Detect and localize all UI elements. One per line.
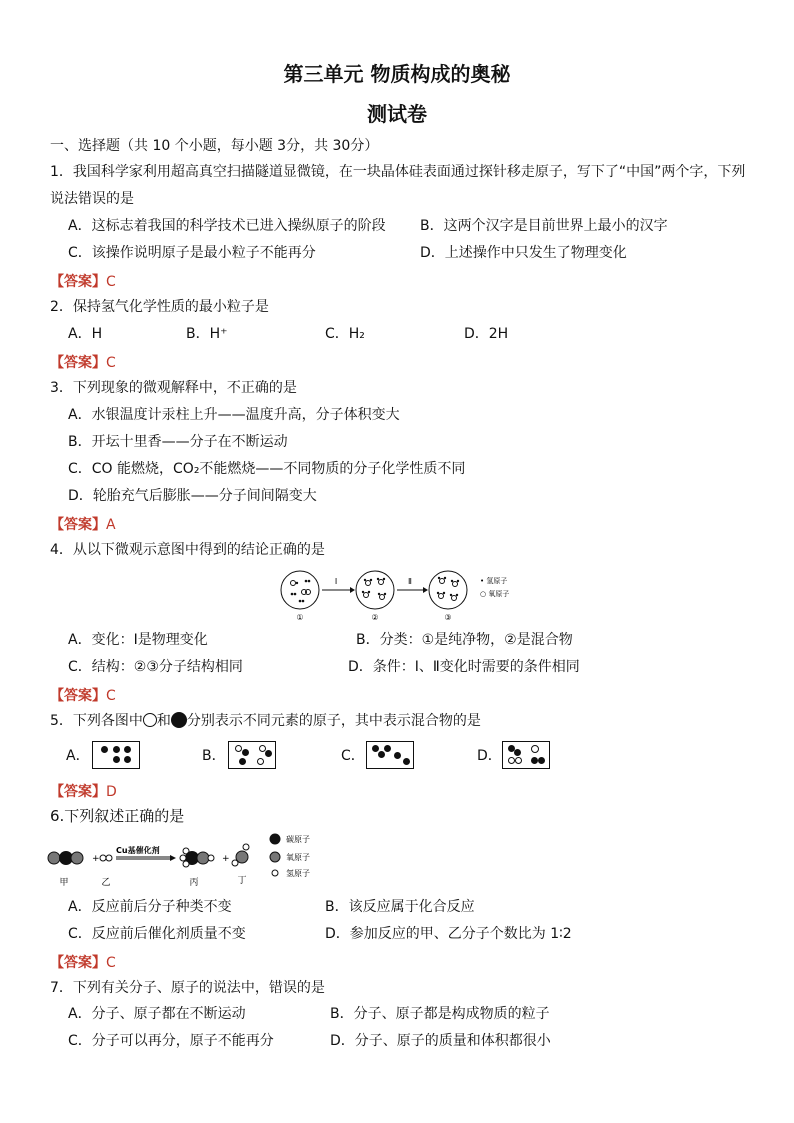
q4-option-a: A．变化：Ⅰ是物理变化 (68, 632, 208, 648)
q1-option-d: D．上述操作中只发生了物理变化 (420, 245, 627, 261)
q3-option-b: B．开坛十里香——分子在不断运动 (68, 434, 288, 450)
q1-answer: 【答案】C (50, 274, 116, 290)
legend-hydrogen: • 氢原子 (480, 577, 508, 585)
q3-option-d: D．轮胎充气后膨胀——分子间间隔变大 (68, 488, 317, 504)
q7-option-b: B．分子、原子都是构成物质的粒子 (330, 1006, 550, 1022)
q7-option-a: A．分子、原子都在不断运动 (68, 1006, 246, 1022)
container-1-label: ① (296, 613, 304, 622)
q5-option-a-figure (92, 741, 140, 769)
label-ding: 丁 (237, 876, 247, 886)
q7-stem: 7．下列有关分子、原子的说法中，错误的是 (50, 980, 325, 996)
q4-option-b: B．分类：①是纯净物，②是混合物 (356, 632, 573, 648)
q1-option-b: B．这两个汉字是目前世界上最小的汉字 (420, 218, 668, 234)
q5-stem: 5．下列各图中 和 分别表示不同元素的原子，其中表示混合物的是 (50, 713, 481, 729)
page-title: 第三单元 物质构成的奥秘 (283, 62, 511, 86)
q6-reaction-diagram (46, 830, 346, 892)
q4-answer: 【答案】C (50, 688, 116, 704)
q7-option-c: C．分子可以再分，原子不能再分 (68, 1033, 274, 1049)
q2-option-a: A．H (68, 326, 103, 342)
q6-answer: 【答案】C (50, 955, 116, 971)
q5-option-a-label: A． (66, 748, 90, 764)
catalyst-label: Cu基催化剂 (116, 846, 160, 855)
q5-option-c-figure (366, 741, 414, 769)
plus-sign-2: + (222, 854, 230, 864)
q1-stem-line1: 1．我国科学家利用超高真空扫描隧道显微镜，在一块晶体硅表面通过探针移走原子，写下了“中国”两个字，下列 (50, 164, 746, 180)
q5-option-d-label: D． (477, 748, 502, 764)
q6-option-a: A．反应前后分子种类不变 (68, 899, 232, 915)
label-yi: 乙 (101, 878, 111, 888)
container-2-label: ② (371, 613, 379, 622)
q4-stem: 4．从以下微观示意图中得到的结论正确的是 (50, 542, 325, 558)
plus-sign-1: + (92, 854, 100, 864)
legend-carbon: 碳原子 (286, 835, 310, 844)
label-bing: 丙 (189, 878, 199, 888)
q3-stem: 3．下列现象的微观解释中，不正确的是 (50, 380, 297, 396)
q1-option-a: A．这标志着我国的科学技术已进入操纵原子的阶段 (68, 218, 386, 234)
q3-option-c: C．CO 能燃烧，CO₂不能燃烧——不同物质的分子化学性质不同 (68, 461, 466, 477)
q5-option-c-label: C． (341, 748, 365, 764)
q4-option-c: C．结构：②③分子结构相同 (68, 659, 243, 675)
section-heading: 一、选择题（共 10 个小题，每小题 3分，共 30分） (50, 138, 379, 154)
white-atom-icon (143, 713, 157, 727)
q7-option-d: D．分子、原子的质量和体积都很小 (330, 1033, 551, 1049)
q6-option-c: C．反应前后催化剂质量不变 (68, 926, 246, 942)
q4-option-d: D．条件：Ⅰ、Ⅱ变化时需要的条件相同 (348, 659, 580, 675)
legend-oxygen: ○ 氧原子 (480, 590, 510, 598)
step-2-label: Ⅱ (408, 577, 412, 586)
step-1-label: Ⅰ (334, 577, 338, 586)
q5-option-d-figure (502, 741, 550, 769)
q2-stem: 2．保持氢气化学性质的最小粒子是 (50, 299, 269, 315)
q2-answer: 【答案】C (50, 355, 116, 371)
q2-option-c: C．H₂ (325, 326, 365, 342)
container-1 (281, 571, 319, 609)
q3-answer: 【答案】A (50, 517, 116, 533)
page-subtitle: 测试卷 (367, 102, 427, 126)
q1-option-c: C．该操作说明原子是最小粒子不能再分 (68, 245, 316, 261)
q2-option-b: B．H⁺ (186, 326, 228, 342)
q5-answer: 【答案】D (50, 784, 117, 800)
q1-stem-line2: 说法错误的是 (50, 191, 134, 207)
black-atom-icon (171, 712, 187, 728)
label-jia: 甲 (59, 878, 69, 888)
q3-option-a: A．水银温度计汞柱上升——温度升高，分子体积变大 (68, 407, 400, 423)
legend-hydrogen-atom: 氢原子 (286, 869, 310, 878)
q4-micro-diagram (278, 564, 528, 624)
container-2 (356, 571, 394, 609)
q6-option-b: B．该反应属于化合反应 (325, 899, 475, 915)
q5-option-b-figure (228, 741, 276, 769)
legend-oxygen-atom: 氧原子 (286, 853, 310, 862)
container-3-label: ③ (444, 613, 452, 622)
q6-stem: 6.下列叙述正确的是 (50, 807, 185, 825)
q2-option-d: D．2H (464, 326, 509, 342)
q6-option-d: D．参加反应的甲、乙分子个数比为 1∶2 (325, 926, 572, 942)
container-3 (429, 571, 467, 609)
q5-option-b-label: B． (202, 748, 226, 764)
